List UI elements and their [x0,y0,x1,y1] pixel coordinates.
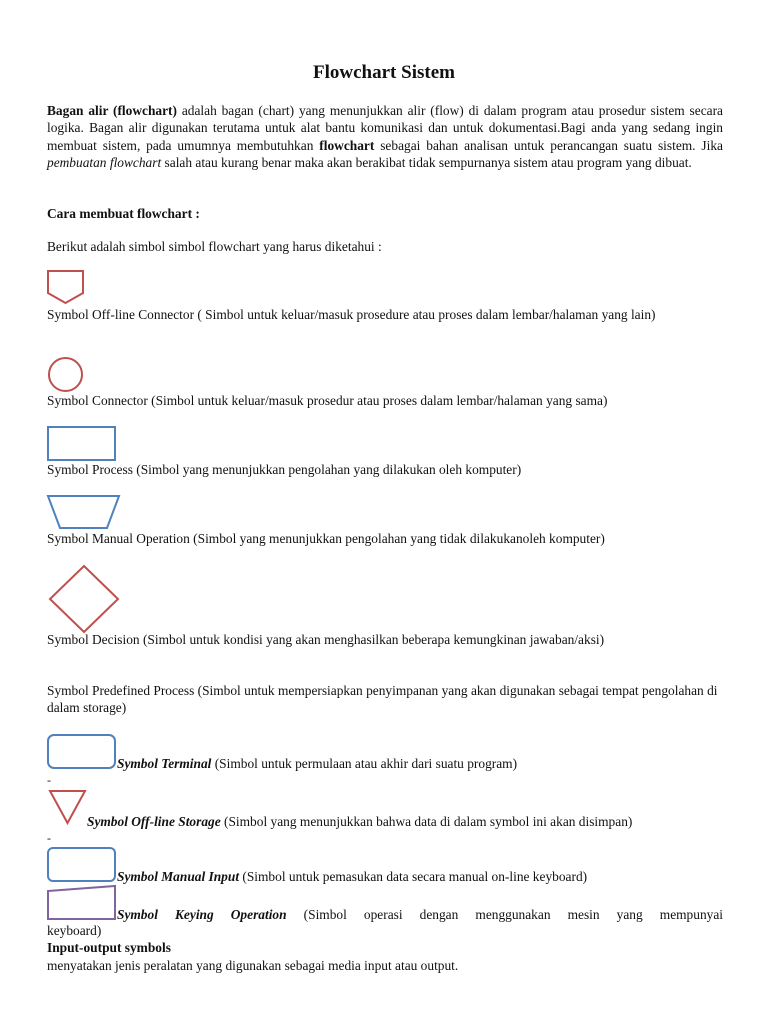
intro-bold-term: Bagan alir (flowchart) [47,103,177,118]
intro-italic: pembuatan flowchart [47,154,162,170]
symbol-manual-input-text [117,868,723,885]
intro-text-2: sebagai bahan analisan untuk perancangan suatu sistem. Jika [374,137,723,153]
terminal-rounded-rect-icon [47,734,117,770]
terminal-desc: (Simbol untuk permulaan atau akhir dari suatu program) [211,756,518,771]
offline-connector-icon [47,270,85,306]
symbol-terminal-text [117,755,723,772]
offline-storage-desc: (Simbol yang menunjukkan bahwa data di dalam symbol ini akan disimpan) [220,814,633,829]
decision-diamond-icon [48,565,120,633]
manual-input-name: Symbol Manual Input [117,869,240,884]
manual-operation-trapezoid-icon [47,495,121,531]
symbol-keying-operation-text [117,906,723,923]
symbol-process-text: Symbol Process (Simbol yang menunjukkan pengolahan yang dilakukan oleh komputer) [47,462,522,477]
keying-name: Symbol Keying Operation [117,907,287,922]
how-heading: Cara membuat flowchart : [47,206,200,221]
intro-bold-flowchart: flowchart [319,137,375,153]
symbol-predefined-process-text: Symbol Predefined Process (Simbol untuk mempersiapkan penyimpanan yang akan digunakan sebagai tempat pengolahan di dalam storage) [47,683,718,715]
connector-circle-icon [47,357,85,393]
intro-paragraph [47,102,723,171]
intro-text-3: salah atau kurang benar maka akan berakibat tidak sempurnanya sistem atau program yang dibuat. [161,154,692,170]
process-rectangle-icon [47,426,117,462]
symbols-intro: Berikut adalah simbol simbol flowchart yang harus diketahui : [47,239,382,254]
manual-input-icon [47,847,117,883]
intro-text-1: adalah bagan (chart) yang menunjukkan alir (flow) di dalam program atau prosedur sistem secara logika. Bagan alir digunakan terutama untuk alat bantu komunikasi dan untuk dokumentasi.Bagi anda yang sedang ingin membuat sistem, pada umumnya membutuhkan [47,103,724,153]
io-heading: Input-output symbols [47,940,171,955]
terminal-name: Symbol Terminal [117,756,212,771]
page-title: Flowchart Sistem [313,62,455,83]
symbol-decision-text: Symbol Decision (Simbol untuk kondisi yang akan menghasilkan beberapa kemungkinan jawaban/aksi) [47,632,605,647]
keying-desc-line1: (Simbol operasi dengan menggunakan mesin yang mempunyai [286,907,724,922]
symbol-offline-connector-text: Symbol Off-line Connector ( Simbol untuk keluar/masuk prosedure atau proses dalam lembar/halaman yang lain) [47,307,656,322]
offline-storage-triangle-icon [49,790,87,826]
dash-separator-1: - [47,773,51,787]
io-description: menyatakan jenis peralatan yang digunakan sebagai media input atau output. [47,958,459,973]
symbol-offline-storage-text [87,813,723,830]
offline-storage-name: Symbol Off-line Storage [87,814,221,829]
manual-input-desc: (Simbol untuk pemasukan data secara manual on-line keyboard) [239,869,588,884]
symbol-connector-text: Symbol Connector (Simbol untuk keluar/masuk prosedur atau proses dalam lembar/halaman yang sama) [47,393,608,408]
dash-separator-2: - [47,831,51,845]
keying-operation-icon [47,885,117,921]
keying-desc-line2: keyboard) [47,923,102,938]
symbol-manual-operation-text: Symbol Manual Operation (Simbol yang menunjukkan pengolahan yang tidak dilakukanoleh komputer) [47,531,605,546]
